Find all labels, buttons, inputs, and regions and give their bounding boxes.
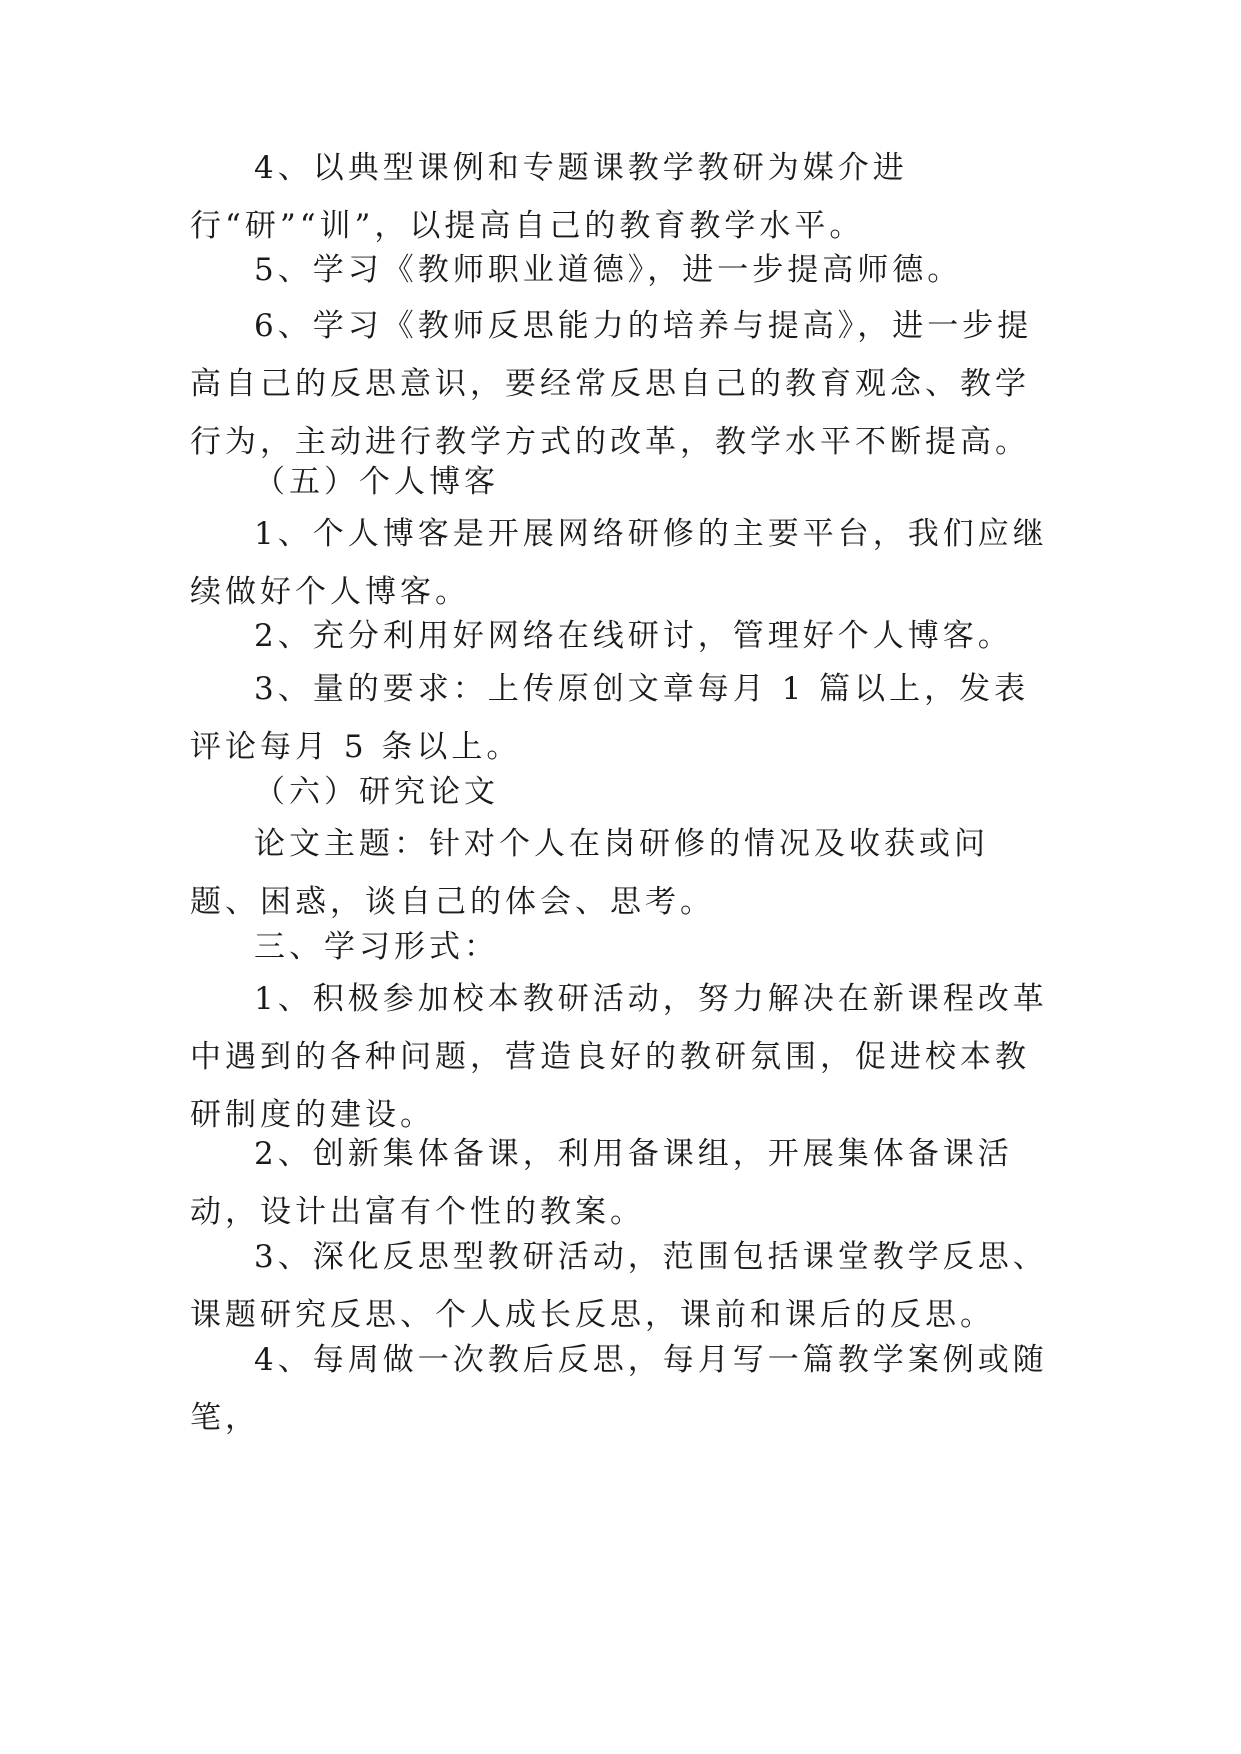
section-heading-learning-forms: 三、学习形式： [254,929,499,965]
paragraph-form-4: 4、每周做一次教后反思，每月写一篇教学案例或随笔， [190,1342,1048,1436]
paragraph-form-3: 3、深化反思型教研活动，范围包括课堂教学反思、课题研究反思、个人成长反思，课前和课后的反思。 [190,1239,1048,1333]
paragraph-item-5-teacher-ethics: 5、学习《教师职业道德》，进一步提高师德。 [254,252,963,288]
paragraph-item-4-research-training: 4、以典型课例和专题课教学教研为媒介进行“研”“训”，以提高自己的教育教学水平。 [190,150,908,244]
paragraph-form-1: 1、积极参加校本教研活动，努力解决在新课程改革中遇到的各种问题，营造良好的教研氛围，促进校本教研制度的建设。 [190,981,1048,1133]
paragraph-item-6-reflection: 6、学习《教师反思能力的培养与提高》，进一步提高自己的反思意识，要经常反思自己的教育观念、教学行为，主动进行教学方式的改革，教学水平不断提高。 [190,308,1033,460]
paragraph-blog-2: 2、充分利用好网络在线研讨，管理好个人博客。 [254,618,1013,654]
paragraph-paper-topic: 论文主题：针对个人在岗研修的情况及收获或问题、困惑，谈自己的体会、思考。 [190,826,989,920]
paragraph-blog-3: 3、量的要求：上传原创文章每月 1 篇以上，发表评论每月 5 条以上。 [190,671,1030,765]
paragraph-form-2: 2、创新集体备课，利用备课组，开展集体备课活动，设计出富有个性的教案。 [190,1136,1013,1230]
section-heading-personal-blog: （五）个人博客 [254,464,499,500]
section-heading-research-paper: （六）研究论文 [254,774,499,810]
paragraph-blog-1: 1、个人博客是开展网络研修的主要平台，我们应继续做好个人博客。 [190,516,1048,610]
